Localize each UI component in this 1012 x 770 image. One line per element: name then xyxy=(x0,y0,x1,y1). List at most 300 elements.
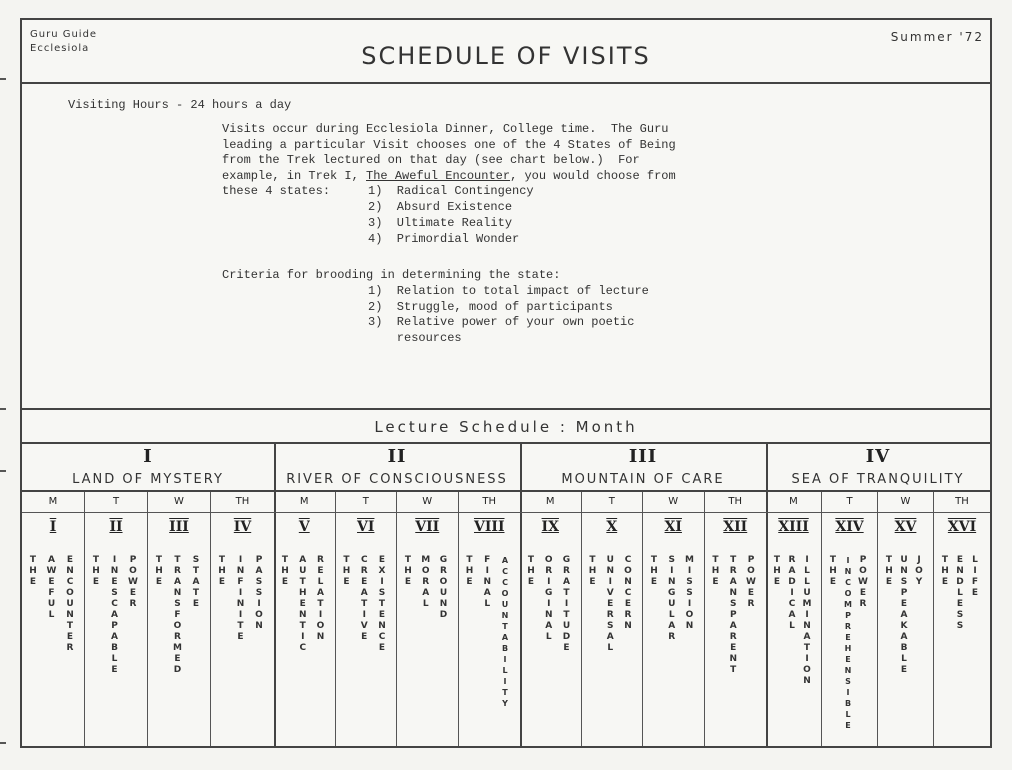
lecture-numeral: VIII xyxy=(473,519,505,535)
letter: P xyxy=(747,555,755,565)
letter: T xyxy=(885,555,893,565)
letter: E xyxy=(730,643,737,653)
lecture-numeral: III xyxy=(169,519,189,535)
lecture-word xyxy=(544,555,554,643)
day-label: T xyxy=(85,492,148,512)
letter: I xyxy=(805,555,809,565)
letter: E xyxy=(712,577,719,587)
page-title: SCHEDULE OF VISITS xyxy=(361,42,651,70)
day-row xyxy=(274,492,520,512)
letter: N xyxy=(255,621,263,631)
letter: A xyxy=(48,555,55,565)
letter: S xyxy=(956,621,964,631)
criteria-item: resources xyxy=(368,330,462,345)
lecture-cell xyxy=(766,513,822,746)
intro-line: from the Trek lectured on that day (see chart below.) For xyxy=(222,153,640,167)
trek-name: LAND OF MYSTERY xyxy=(72,472,224,487)
letter: C xyxy=(502,578,508,587)
letter: V xyxy=(360,621,368,631)
letter: T xyxy=(317,599,324,609)
lecture-word xyxy=(377,555,387,654)
lecture-cell xyxy=(520,513,582,746)
letter: H xyxy=(218,566,226,576)
letter: E xyxy=(218,577,226,587)
letter: A xyxy=(606,632,614,642)
letter: L xyxy=(422,599,429,609)
lecture-word xyxy=(191,555,201,610)
letter: V xyxy=(606,588,614,598)
lecture-word xyxy=(858,555,868,610)
letter: L xyxy=(484,599,491,609)
letter: T xyxy=(92,555,100,565)
lecture-word xyxy=(65,555,75,654)
letter: S xyxy=(845,677,851,686)
letter: E xyxy=(378,643,386,653)
letter: E xyxy=(624,599,632,609)
letter: R xyxy=(729,566,737,576)
letter: E xyxy=(956,599,964,609)
letter: B xyxy=(501,644,509,653)
lecture-cell xyxy=(22,513,85,746)
letter: E xyxy=(845,633,851,642)
letter: L xyxy=(845,710,851,719)
letter: U xyxy=(803,588,811,598)
letter: N xyxy=(803,676,811,686)
letter: S xyxy=(686,577,693,587)
letter: E xyxy=(941,577,949,587)
day-label: TH xyxy=(482,496,497,507)
criteria-item: 2) Struggle, mood of participants xyxy=(368,299,613,314)
letter: E xyxy=(378,555,386,565)
letter: B xyxy=(111,643,118,653)
letter: L xyxy=(545,632,552,642)
letter: T xyxy=(378,599,386,609)
letter: A xyxy=(563,577,570,587)
letter: H xyxy=(155,566,163,576)
day-label: TH xyxy=(955,496,969,507)
letter: O xyxy=(255,610,263,620)
letter: H xyxy=(885,566,893,576)
schedule-sheet xyxy=(20,18,992,748)
lecture-cell xyxy=(878,513,934,746)
letter: C xyxy=(845,578,851,587)
letter: N xyxy=(298,610,307,620)
letter: A xyxy=(111,632,118,642)
letter: M xyxy=(421,555,431,565)
letter: N xyxy=(844,567,852,576)
letter: H xyxy=(527,566,535,576)
day-label: T xyxy=(822,492,878,512)
letter: A xyxy=(483,588,491,598)
letter: T xyxy=(941,555,949,565)
letter: L xyxy=(789,621,795,631)
letter: E xyxy=(174,654,181,664)
letter: S xyxy=(686,588,693,598)
letter: H xyxy=(650,566,658,576)
letter: G xyxy=(545,588,553,598)
letter: Y xyxy=(502,699,508,708)
state-item: 2) Absurd Existence xyxy=(368,200,513,214)
letter: I xyxy=(547,599,551,609)
trek-group xyxy=(22,444,274,746)
day-label: M xyxy=(274,492,336,512)
letter: N xyxy=(624,577,632,587)
trek-name: MOUNTAIN OF CARE xyxy=(561,472,725,487)
letter: N xyxy=(66,566,74,576)
letter: E xyxy=(111,665,118,675)
lecture-cell xyxy=(582,513,644,746)
day-row xyxy=(766,492,990,512)
letter: A xyxy=(729,577,737,587)
letter: H xyxy=(465,566,474,576)
visiting-hours: Visiting Hours - 24 hours a day xyxy=(68,98,292,112)
letter: I xyxy=(380,577,384,587)
letter: N xyxy=(685,621,694,631)
lecture-numeral: XVI xyxy=(947,519,977,535)
lecture-word xyxy=(217,555,227,588)
lecture-word xyxy=(746,555,756,610)
letter: R xyxy=(624,610,632,620)
trek-numeral: II xyxy=(387,446,407,467)
lecture-word xyxy=(711,555,721,588)
letter: E xyxy=(650,577,658,587)
letter: A xyxy=(900,632,908,642)
letter: E xyxy=(829,577,837,587)
letter: N xyxy=(956,566,964,576)
letter: N xyxy=(173,588,182,598)
letter: L xyxy=(607,643,614,653)
letter: R xyxy=(859,599,867,609)
letter: L xyxy=(957,588,963,598)
letter: I xyxy=(503,655,507,664)
trek-name: RIVER OF CONSCIOUSNESS xyxy=(286,472,508,487)
letter: S xyxy=(174,599,181,609)
letter: N xyxy=(544,610,553,620)
intro-line: leading a particular Visit chooses one of the 4 States of Being xyxy=(222,137,676,152)
lecture-numeral: XIV xyxy=(835,519,864,535)
day-row xyxy=(520,492,766,512)
letter: I xyxy=(238,588,243,598)
letter: E xyxy=(900,665,908,675)
letter: F xyxy=(237,577,244,587)
lecture-cell xyxy=(336,513,398,746)
header xyxy=(22,20,990,84)
letter: C xyxy=(111,599,118,609)
letter: O xyxy=(803,665,811,675)
letter: G xyxy=(439,555,448,565)
letter: T xyxy=(299,577,306,587)
day-label: M xyxy=(766,492,822,512)
day-label: T xyxy=(336,492,398,512)
letter: R xyxy=(174,632,181,642)
day-label: TH xyxy=(235,496,250,507)
letter: A xyxy=(501,556,509,565)
org-line-2: Ecclesiola xyxy=(30,43,90,54)
letter: L xyxy=(317,577,324,587)
letter: A xyxy=(501,633,509,642)
letter: O xyxy=(316,621,325,631)
letter: R xyxy=(563,566,570,576)
letter: E xyxy=(527,577,535,587)
lecture-word xyxy=(884,555,894,588)
letter: E xyxy=(589,577,596,587)
lecture-numeral: XV xyxy=(894,519,917,535)
letter: O xyxy=(859,566,867,576)
lecture-word xyxy=(843,555,853,731)
lecture-cell xyxy=(397,513,459,746)
trek-group xyxy=(520,444,766,746)
letter: P xyxy=(129,555,137,565)
letter: A xyxy=(317,588,324,598)
letter: P xyxy=(859,555,867,565)
letter: O xyxy=(844,589,852,598)
letter: E xyxy=(607,599,614,609)
letter: A xyxy=(668,621,676,631)
letter: N xyxy=(900,566,908,576)
lecture-word xyxy=(588,555,598,588)
lecture-word xyxy=(899,555,909,676)
lecture-word xyxy=(787,555,797,632)
letter: E xyxy=(343,577,350,587)
letter: H xyxy=(342,566,351,576)
letter: W xyxy=(746,577,756,587)
letter: T xyxy=(650,555,658,565)
letter: H xyxy=(711,566,720,576)
lecture-numeral: I xyxy=(49,519,57,535)
letter: T xyxy=(589,555,596,565)
letter: T xyxy=(563,588,570,598)
letter: N xyxy=(729,654,738,664)
letter: R xyxy=(174,566,181,576)
letter: A xyxy=(422,588,430,598)
letter: M xyxy=(844,600,852,609)
letter: R xyxy=(788,555,796,565)
letter: T xyxy=(29,555,37,565)
day-label: W xyxy=(878,492,934,512)
lecture-cell xyxy=(643,513,705,746)
letter: S xyxy=(668,555,675,565)
trek-numeral: I xyxy=(143,446,153,467)
letter: E xyxy=(859,588,867,598)
letter: I xyxy=(362,610,366,620)
letter: R xyxy=(729,632,737,642)
letter: A xyxy=(545,621,553,631)
letter: P xyxy=(729,610,737,620)
letter: S xyxy=(730,599,737,609)
letter: I xyxy=(301,632,305,642)
letter: R xyxy=(129,599,137,609)
lecture-cell xyxy=(274,513,336,746)
letter: P xyxy=(111,621,118,631)
letter: T xyxy=(155,555,163,565)
day-label: T xyxy=(582,492,644,512)
letter: O xyxy=(747,566,755,576)
letter: E xyxy=(237,632,244,642)
letter: A xyxy=(299,555,307,565)
letter: U xyxy=(668,599,676,609)
letter: N xyxy=(236,566,245,576)
lecture-numeral: XIII xyxy=(778,519,809,535)
letter: E xyxy=(48,577,55,587)
letter: T xyxy=(712,555,719,565)
lecture-word xyxy=(236,555,246,643)
lecture-word xyxy=(421,555,431,610)
letter: L xyxy=(804,566,810,576)
letter: E xyxy=(92,577,100,587)
lecture-word xyxy=(128,555,138,610)
letter: D xyxy=(173,665,182,675)
letter: T xyxy=(527,555,535,565)
letter: N xyxy=(378,621,386,631)
letter: D xyxy=(788,577,796,587)
letter: E xyxy=(66,632,74,642)
letter: S xyxy=(255,577,263,587)
letter: S xyxy=(192,555,200,565)
letter: I xyxy=(805,610,809,620)
letter: I xyxy=(687,599,692,609)
letter: E xyxy=(563,643,570,653)
letter: T xyxy=(502,688,508,697)
letter: L xyxy=(901,654,907,664)
lecture-word xyxy=(562,555,572,654)
letter: G xyxy=(562,555,571,565)
letter: R xyxy=(545,566,553,576)
letter: I xyxy=(687,566,692,576)
letter: N xyxy=(236,599,245,609)
letter: N xyxy=(110,566,119,576)
letter: W xyxy=(46,566,57,576)
letter: I xyxy=(846,688,850,697)
letter: C xyxy=(299,643,307,653)
lecture-word xyxy=(623,555,633,632)
letter: A xyxy=(729,621,737,631)
letter: N xyxy=(66,610,74,620)
letter: I xyxy=(547,577,551,587)
letter: T xyxy=(466,555,473,565)
letter: E xyxy=(29,577,37,587)
letter: S xyxy=(607,621,614,631)
letter: P xyxy=(900,588,908,598)
letter: T xyxy=(66,621,74,631)
lecture-numeral: IV xyxy=(233,519,252,535)
letter: N xyxy=(667,577,676,587)
criteria-label: Criteria for brooding in determining the state: xyxy=(222,268,561,282)
letter: H xyxy=(92,566,100,576)
letter: D xyxy=(439,610,448,620)
trek-name: SEA OF TRANQUILITY xyxy=(791,472,965,487)
lecture-cell xyxy=(211,513,274,746)
letter: E xyxy=(971,588,979,598)
letter: S xyxy=(900,577,908,587)
lecture-word xyxy=(955,555,965,632)
letter: F xyxy=(48,588,55,598)
letter: E xyxy=(281,577,289,587)
letter: O xyxy=(439,577,448,587)
letter: C xyxy=(66,577,74,587)
letter: O xyxy=(624,566,632,576)
intro-line: these 4 states: xyxy=(222,184,331,198)
example-lecture-name: The Aweful Encounter xyxy=(366,168,511,183)
letter: S xyxy=(956,610,964,620)
lecture-word xyxy=(298,555,308,654)
letter: R xyxy=(360,566,368,576)
letter: A xyxy=(174,577,181,587)
letter: T xyxy=(218,555,226,565)
state-item: 1) Radical Contingency xyxy=(368,184,534,198)
lecture-word xyxy=(403,555,413,588)
letter: L xyxy=(502,666,508,675)
lecture-word xyxy=(280,555,290,588)
letter: H xyxy=(588,566,597,576)
letter: N xyxy=(439,599,448,609)
letter: R xyxy=(422,577,430,587)
trek-numeral: IV xyxy=(865,446,891,467)
letter: A xyxy=(255,566,263,576)
letter: T xyxy=(192,588,200,598)
letter: T xyxy=(829,555,837,565)
lecture-numeral: XII xyxy=(723,519,748,535)
letter: T xyxy=(343,555,350,565)
letter: G xyxy=(668,588,676,598)
lecture-word xyxy=(772,555,782,588)
lecture-word xyxy=(802,555,812,687)
instructions xyxy=(22,84,990,410)
trek-group xyxy=(274,444,520,746)
lecture-word xyxy=(526,555,536,588)
letter: I xyxy=(805,654,809,664)
letter: R xyxy=(747,599,755,609)
lecture-word xyxy=(914,555,924,588)
letter: E xyxy=(747,588,755,598)
lecture-numeral: X xyxy=(606,519,618,535)
letter: O xyxy=(501,589,509,598)
letter: N xyxy=(729,588,738,598)
letter: U xyxy=(47,599,56,609)
lecture-cell xyxy=(822,513,878,746)
letter: H xyxy=(404,566,412,576)
lecture-schedule-title: Lecture Schedule : Month xyxy=(22,412,990,444)
letter: P xyxy=(845,611,851,620)
letter: N xyxy=(803,621,811,631)
lecture-word xyxy=(359,555,369,643)
letter: E xyxy=(111,577,118,587)
letter: R xyxy=(668,632,676,642)
letter: M xyxy=(685,555,694,565)
letter: T xyxy=(192,566,200,576)
letter: O xyxy=(544,555,553,565)
lecture-word xyxy=(342,555,352,588)
letter: A xyxy=(900,610,908,620)
letter: E xyxy=(845,655,851,664)
lecture-word xyxy=(500,555,510,709)
lecture-word xyxy=(316,555,326,643)
lecture-word xyxy=(154,555,164,588)
letter: H xyxy=(941,566,949,576)
letter: E xyxy=(956,555,964,565)
letter: C xyxy=(788,599,796,609)
letter: A xyxy=(788,610,796,620)
letter: T xyxy=(299,621,306,631)
letter: I xyxy=(238,610,243,620)
lecture-numeral: IX xyxy=(541,519,559,535)
letter: U xyxy=(439,588,448,598)
lecture-grid xyxy=(22,444,990,746)
letter: I xyxy=(318,610,323,620)
lecture-word xyxy=(439,555,449,621)
letter: P xyxy=(255,555,263,565)
letter: A xyxy=(803,632,811,642)
trek-group xyxy=(766,444,990,746)
